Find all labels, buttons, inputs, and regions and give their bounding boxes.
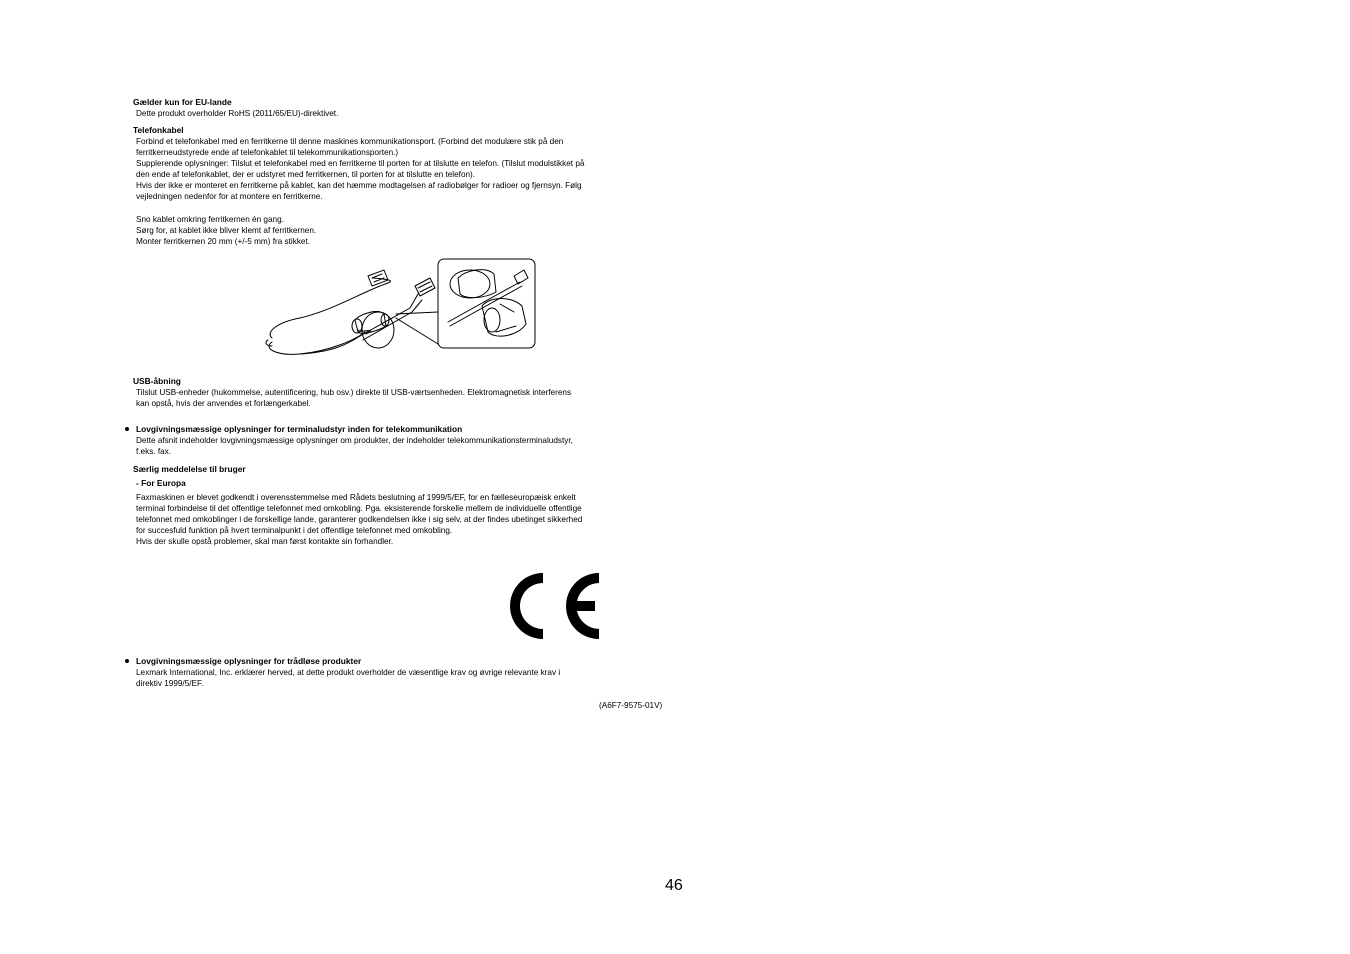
document-code: (A6F7-9575-01V) bbox=[599, 701, 663, 710]
telefonkabel-step: Sno kablet omkring ferritkernen én gang. bbox=[136, 215, 284, 224]
usb-line: kan opstå, hvis der anvendes et forlængerkabel. bbox=[136, 399, 311, 408]
usb-line: Tilslut USB-enheder (hukommelse, autentificering, hub osv.) direkte til USB-værtsenheden. Elektromagnetisk interferens bbox=[136, 388, 572, 397]
telefonkabel-line: den ende af telefonkablet, der er udstyret med ferritkernen, til porten for at tilslutte en telefon). bbox=[136, 170, 476, 179]
telefonkabel-line: Forbind et telefonkabel med en ferritkerne til denne maskines kommunikationsport. (Forbind det modulære stik på den bbox=[136, 137, 564, 146]
eu-heading: Gælder kun for EU-lande bbox=[133, 97, 232, 107]
wireless-line: Lexmark International, Inc. erklærer herved, at dette produkt overholder de væsentlige krav og øvrige relevante krav i bbox=[136, 668, 561, 677]
bullet-icon bbox=[125, 659, 129, 663]
terminal-region-line: Faxmaskinen er blevet godkendt i overensstemmelse med Rådets beslutning af 1999/5/EF, for en fælleseuropæisk enkelt bbox=[136, 493, 576, 502]
terminal-region-line: terminal forbindelse til det offentlige telefonnet med omkobling. Pga. eksisterende forskelle mellem de individuelle offentlige bbox=[136, 504, 582, 513]
terminal-line: Dette afsnit indeholder lovgivningsmæssige oplysninger om produkter, der indeholder telekommunikationsterminaludstyr, bbox=[136, 436, 573, 445]
telefonkabel-line: Supplerende oplysninger: Tilslut et telefonkabel med en ferritkerne til porten for at tilslutte en telefon. (Tilslut modulstikket på bbox=[136, 159, 585, 168]
wireless-line: direktiv 1999/5/EF. bbox=[136, 679, 204, 688]
ce-mark-icon bbox=[503, 572, 601, 640]
bullet-icon bbox=[125, 427, 129, 431]
telefonkabel-line: vejledningen nedenfor for at montere en ferritkerne. bbox=[136, 192, 323, 201]
telefonkabel-line: Hvis der ikke er monteret en ferritkerne på kablet, kan det hæmme modtagelsen af radiobølger for radioer og fjernsyn. Følg bbox=[136, 181, 582, 190]
telefonkabel-step: Monter ferritkernen 20 mm (+/-5 mm) fra stikket. bbox=[136, 237, 311, 246]
terminal-region: - For Europa bbox=[136, 478, 186, 488]
terminal-region-line: Hvis der skulle opstå problemer, skal man først kontakte sin forhandler. bbox=[136, 537, 394, 546]
terminal-heading: Lovgivningsmæssige oplysninger for terminaludstyr inden for telekommunikation bbox=[136, 424, 463, 434]
usb-heading: USB-åbning bbox=[133, 376, 181, 386]
page-number: 46 bbox=[665, 877, 683, 894]
terminal-region-line: telefonnet med omkoblinger i de forskellige lande, garanterer godkendelsen ikke i sig selv, at der findes ubetinget sikkerhed bbox=[136, 515, 583, 524]
telefonkabel-heading: Telefonkabel bbox=[133, 125, 184, 135]
terminal-subheading: Særlig meddelelse til bruger bbox=[133, 464, 246, 474]
terminal-region-line: for succesfuld funktion på hvert terminalpunkt i det offentlige telefonnet med omkobling. bbox=[136, 526, 453, 535]
eu-text: Dette produkt overholder RoHS (2011/65/EU)-direktivet. bbox=[136, 109, 339, 118]
ferrite-cable-illustration bbox=[260, 256, 540, 364]
telefonkabel-line: ferritkerneudstyrede ende af telefonkablet til telekommunikationsporten.) bbox=[136, 148, 399, 157]
terminal-line: f.eks. fax. bbox=[136, 447, 172, 456]
wireless-heading: Lovgivningsmæssige oplysninger for trådløse produkter bbox=[136, 656, 362, 666]
telefonkabel-step: Sørg for, at kablet ikke bliver klemt af ferritkernen. bbox=[136, 226, 317, 235]
